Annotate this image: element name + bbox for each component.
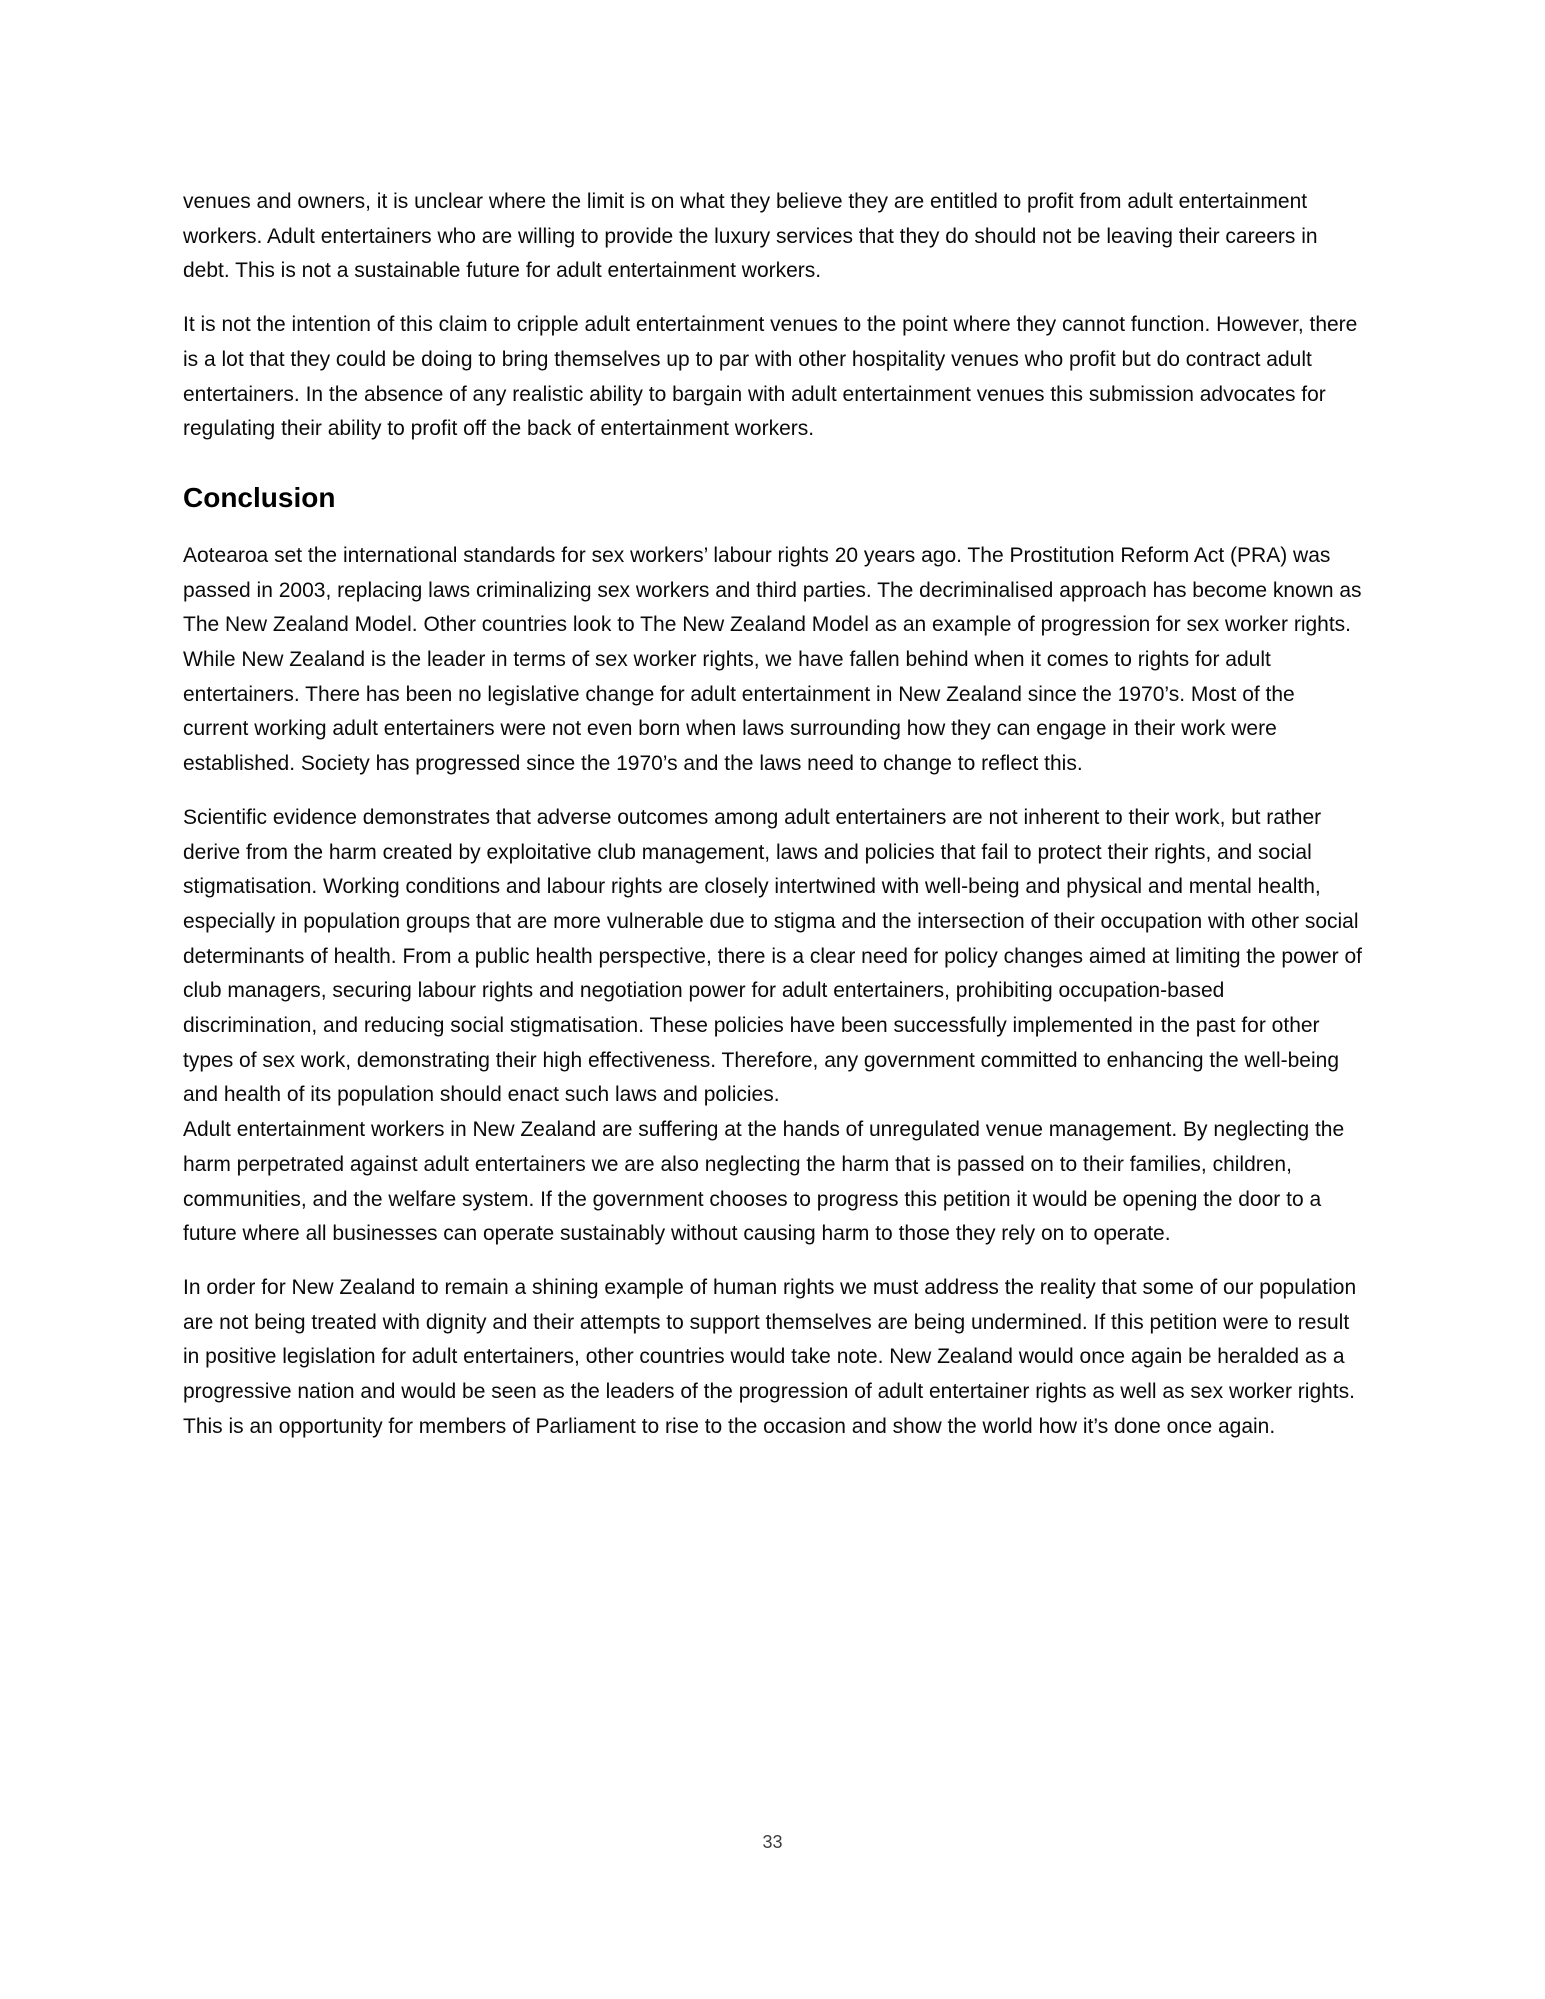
page-footer — [0, 1831, 1545, 1853]
paragraph-claim-intention: It is not the intention of this claim to cripple adult entertainment venues to the point where they cannot function. However, there is a lot that they could be doing to bring themselves up to par with other hospitality venues who profit but do contract adult entertainers. In the absence of any realistic ability to bargain with adult entertainment venues this submission advocates for regulating their ability to profit off the back of entertainment workers. — [183, 313, 1358, 441]
paragraph-scientific-evidence: Scientific evidence demonstrates that adverse outcomes among adult entertainers are not inherent to their work, but rather derive from the harm created by exploitative club management, laws and policies that fail to protect their rights, and social stigmatisation. Working conditions and labour rights are closely intertwined with well-being and physical and mental health, especially in population groups that are more vulnerable due to stigma and the intersection of their occupation with other social determinants of health. From a public health perspective, there is a clear need for policy changes aimed at limiting the power of club managers, securing labour rights and negotiation power for adult entertainers, prohibiting occupation-based discrimination, and reducing social stigmatisation. These policies have been successfully implemented in the past for other types of sex work, demonstrating their high effectiveness. Therefore, any government committed to enhancing the well-being and health of its population should enact such laws and policies. — [183, 805, 1362, 1107]
paragraph-venues-and-owners: venues and owners, it is unclear where the limit is on what they believe they are entitled to profit from adult entertainment workers. Adult entertainers who are willing to provide the luxury services that they do should not be leaving their careers in debt. This is not a sustainable future for adult entertainment workers. — [183, 190, 1318, 283]
paragraph-unregulated-venue-management: Adult entertainment workers in New Zealand are suffering at the hands of unregulated venue management. By neglecting the harm perpetrated against adult entertainers we are also neglecting the harm that is passed on to their families, children, communities, and the welfare system. If the government chooses to progress this petition it would be opening the door to a future where all businesses can operate sustainably without causing harm to those they rely on to operate. — [183, 1118, 1345, 1246]
page-number: 33 — [762, 1832, 783, 1852]
paragraph-aotearoa-standards: Aotearoa set the international standards for sex workers’ labour rights 20 years ago. The Prostitution Reform Act (PRA) was passed in 2003, replacing laws criminalizing sex workers and third parties. The decriminalised approach has become known as The New Zealand Model. Other countries look to The New Zealand Model as an example of progression for sex worker rights. While New Zealand is the leader in terms of sex worker rights, we have fallen behind when it comes to rights for adult entertainers. There has been no legislative change for adult entertainment in New Zealand since the 1970’s. Most of the current working adult entertainers were not even born when laws surrounding how they can engage in their work were established. Society has progressed since the 1970’s and the laws need to change to reflect this. — [183, 543, 1362, 776]
conclusion-heading: Conclusion — [183, 481, 336, 513]
paragraph-shining-example: In order for New Zealand to remain a shining example of human rights we must address the reality that some of our population are not being treated with dignity and their attempts to support themselves are being undermined. If this petition were to result in positive legislation for adult entertainers, other countries would take note. New Zealand would once again be heralded as a progressive nation and would be seen as the leaders of the progression of adult entertainer rights as well as sex worker rights. This is an opportunity for members of Parliament to rise to the occasion and show the world how it’s done once again. — [183, 1275, 1357, 1438]
page-content — [183, 185, 1364, 1464]
